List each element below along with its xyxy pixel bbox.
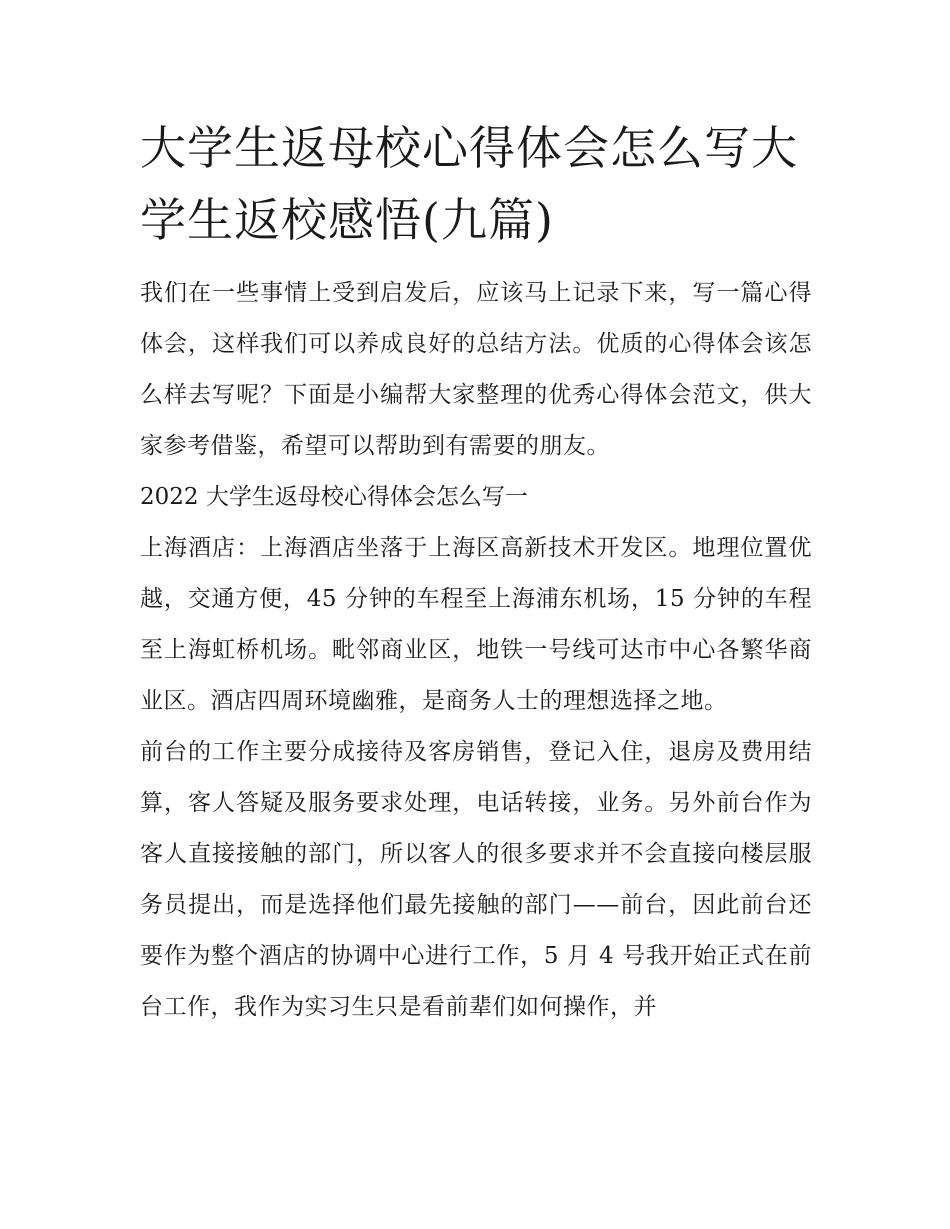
body-paragraph: 上海酒店：上海酒店坐落于上海区高新技术开发区。地理位置优越，交通方便，45 分钟的车程至上海浦东机场，15 分钟的车程至上海虹桥机场。毗邻商业区，地铁一号线可达市中心各繁华商业区。酒店四周环境幽雅，是商务人士的理想选择之地。: [140, 535, 812, 714]
document-page: [140, 112, 812, 1033]
section-heading: 2022 大学生返母校心得体会怎么写一: [140, 484, 528, 510]
body-paragraph: 前台的工作主要分成接待及客房销售，登记入住，退房及费用结算，客人答疑及服务要求处理，电话转接，业务。另外前台作为客人直接接触的部门，所以客人的很多要求并不会直接向楼层服务员提出，而是选择他们最先接触的部门——前台，因此前台还要作为整个酒店的协调中心进行工作，5 月 4 号我开始正式在前台工作，我作为实习生只是看前辈们如何操作，并: [140, 739, 812, 1020]
intro-paragraph: 我们在一些事情上受到启发后，应该马上记录下来，写一篇心得体会，这样我们可以养成良好的总结方法。优质的心得体会该怎么样去写呢？下面是小编帮大家整理的优秀心得体会范文，供大家参考借鉴，希望可以帮助到有需要的朋友。: [140, 280, 812, 459]
document-title: 大学生返母校心得体会怎么写大学生返校感悟(九篇): [140, 121, 798, 247]
